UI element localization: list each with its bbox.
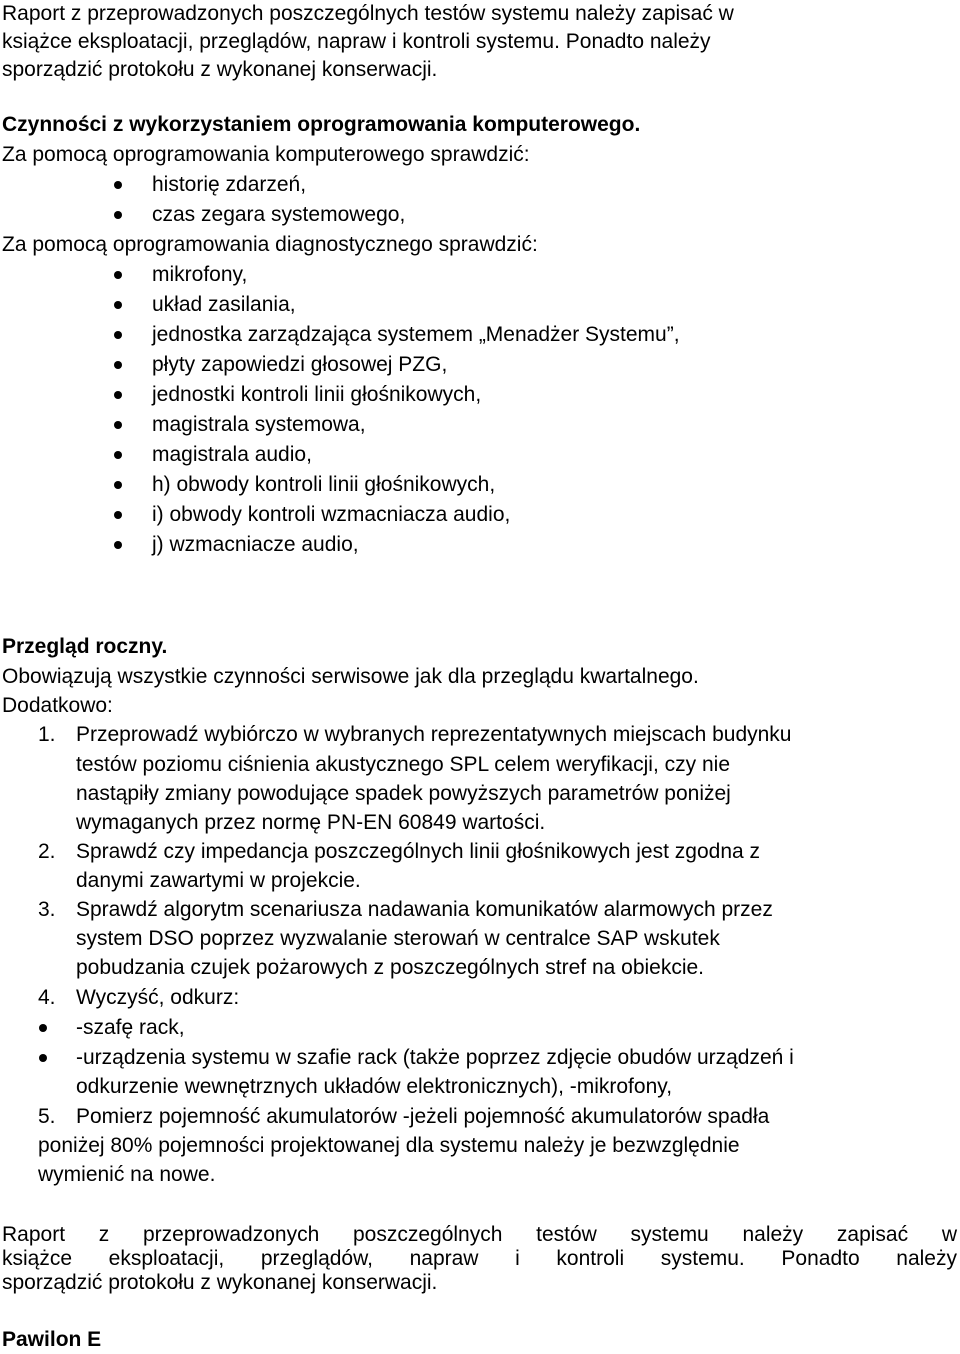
list2-item: mikrofony, — [152, 263, 248, 286]
software-intro-1: Za pomocą oprogramowania komputerowego sprawdzić: — [2, 143, 530, 166]
report-line-3: sporządzić protokołu z wykonanej konserwacji. — [2, 58, 438, 81]
item2-line: danymi zawartymi w projekcie. — [76, 869, 361, 892]
bullet-icon — [114, 481, 122, 489]
item-number: 5. — [38, 1105, 56, 1128]
report-line-1: Raport z przeprowadzonych poszczególnych testów systemu należy zapisać w — [2, 2, 734, 25]
item3-line: system DSO poprzez wyzwalanie sterowań w centralce SAP wskutek — [76, 927, 720, 950]
list2-item: jednostki kontroli linii głośnikowych, — [152, 383, 482, 406]
item5-line-2: poniżej 80% pojemności projektowanej dla systemu należy je bezwzględnie — [38, 1134, 740, 1157]
bullet-icon — [39, 1054, 47, 1062]
item-number: 1. — [38, 723, 56, 746]
bullet-icon — [114, 331, 122, 339]
list1-item: czas zegara systemowego, — [152, 203, 406, 226]
annual-review-heading: Przegląd roczny. — [2, 635, 168, 658]
list2-item: magistrala systemowa, — [152, 413, 366, 436]
software-section-heading: Czynności z wykorzystaniem oprogramowania komputerowego. — [2, 113, 641, 136]
item2-line: Sprawdź czy impedancja poszczególnych linii głośnikowych jest zgodna z — [76, 840, 761, 863]
bullet-icon — [114, 211, 122, 219]
item1-line: nastąpiły zmiany powodujące spadek powyższych parametrów poniżej — [76, 782, 731, 805]
item1-line: testów poziomu ciśnienia akustycznego SPL celem weryfikacji, czy nie — [76, 753, 731, 776]
bullet-icon — [39, 1024, 47, 1032]
additionally-label: Dodatkowo: — [2, 694, 113, 717]
software-intro-2: Za pomocą oprogramowania diagnostycznego sprawdzić: — [2, 233, 538, 256]
item1-line: Przeprowadź wybiórczo w wybranych reprezentatywnych miejscach budynku — [76, 723, 792, 746]
bullet-icon — [114, 421, 122, 429]
list2-item: i) obwody kontroli wzmacniacza audio, — [152, 503, 511, 526]
item-number: 4. — [38, 986, 56, 1009]
bullet-icon — [114, 361, 122, 369]
pavilion-heading: Pawilon E — [2, 1328, 102, 1351]
item3-line: pobudzania czujek pożarowych z poszczególnych stref na obiekcie. — [76, 956, 705, 979]
list2-item: płyty zapowiedzi głosowej PZG, — [152, 353, 448, 376]
bottom-report-line-1: Raport z przeprowadzonych poszczególnych testów systemu należy zapisać w — [2, 1223, 957, 1246]
bottom-report-line-3: sporządzić protokołu z wykonanej konserwacji. — [2, 1271, 438, 1294]
item5-line-1: Pomierz pojemność akumulatorów -jeżeli pojemność akumulatorów spadła — [76, 1105, 770, 1128]
item5-line-3: wymienić na nowe. — [38, 1163, 216, 1186]
bullet-icon — [114, 181, 122, 189]
item4-bullet: -urządzenia systemu w szafie rack (także poprzez zdjęcie obudów urządzeń i — [76, 1046, 794, 1069]
bullet-icon — [114, 271, 122, 279]
bullet-icon — [114, 541, 122, 549]
list2-item: jednostka zarządzająca systemem „Menadżer Systemu”, — [152, 323, 680, 346]
bullet-icon — [114, 511, 122, 519]
annual-review-intro: Obowiązują wszystkie czynności serwisowe jak dla przeglądu kwartalnego. — [2, 665, 699, 688]
item3-line: Sprawdź algorytm scenariusza nadawania komunikatów alarmowych przez — [76, 898, 773, 921]
list2-item: h) obwody kontroli linii głośnikowych, — [152, 473, 496, 496]
list2-item: magistrala audio, — [152, 443, 312, 466]
bullet-icon — [114, 391, 122, 399]
item4-bullet: -szafę rack, — [76, 1016, 185, 1039]
item-number: 2. — [38, 840, 56, 863]
list2-item: j) wzmacniacze audio, — [152, 533, 359, 556]
report-line-2: książce eksploatacji, przeglądów, napraw i kontroli systemu. Ponadto należy — [2, 30, 711, 53]
item-number: 3. — [38, 898, 56, 921]
bullet-icon — [114, 301, 122, 309]
list2-item: układ zasilania, — [152, 293, 296, 316]
item4-continuation: odkurzenie wewnętrznych układów elektronicznych), -mikrofony, — [76, 1075, 673, 1098]
bottom-report-line-2: książce eksploatacji, przeglądów, napraw i kontroli systemu. Ponadto należy — [2, 1247, 957, 1270]
item1-line: wymaganych przez normę PN-EN 60849 wartości. — [76, 811, 546, 834]
list1-item: historię zdarzeń, — [152, 173, 307, 196]
bullet-icon — [114, 451, 122, 459]
item4-text: Wyczyść, odkurz: — [76, 986, 240, 1009]
